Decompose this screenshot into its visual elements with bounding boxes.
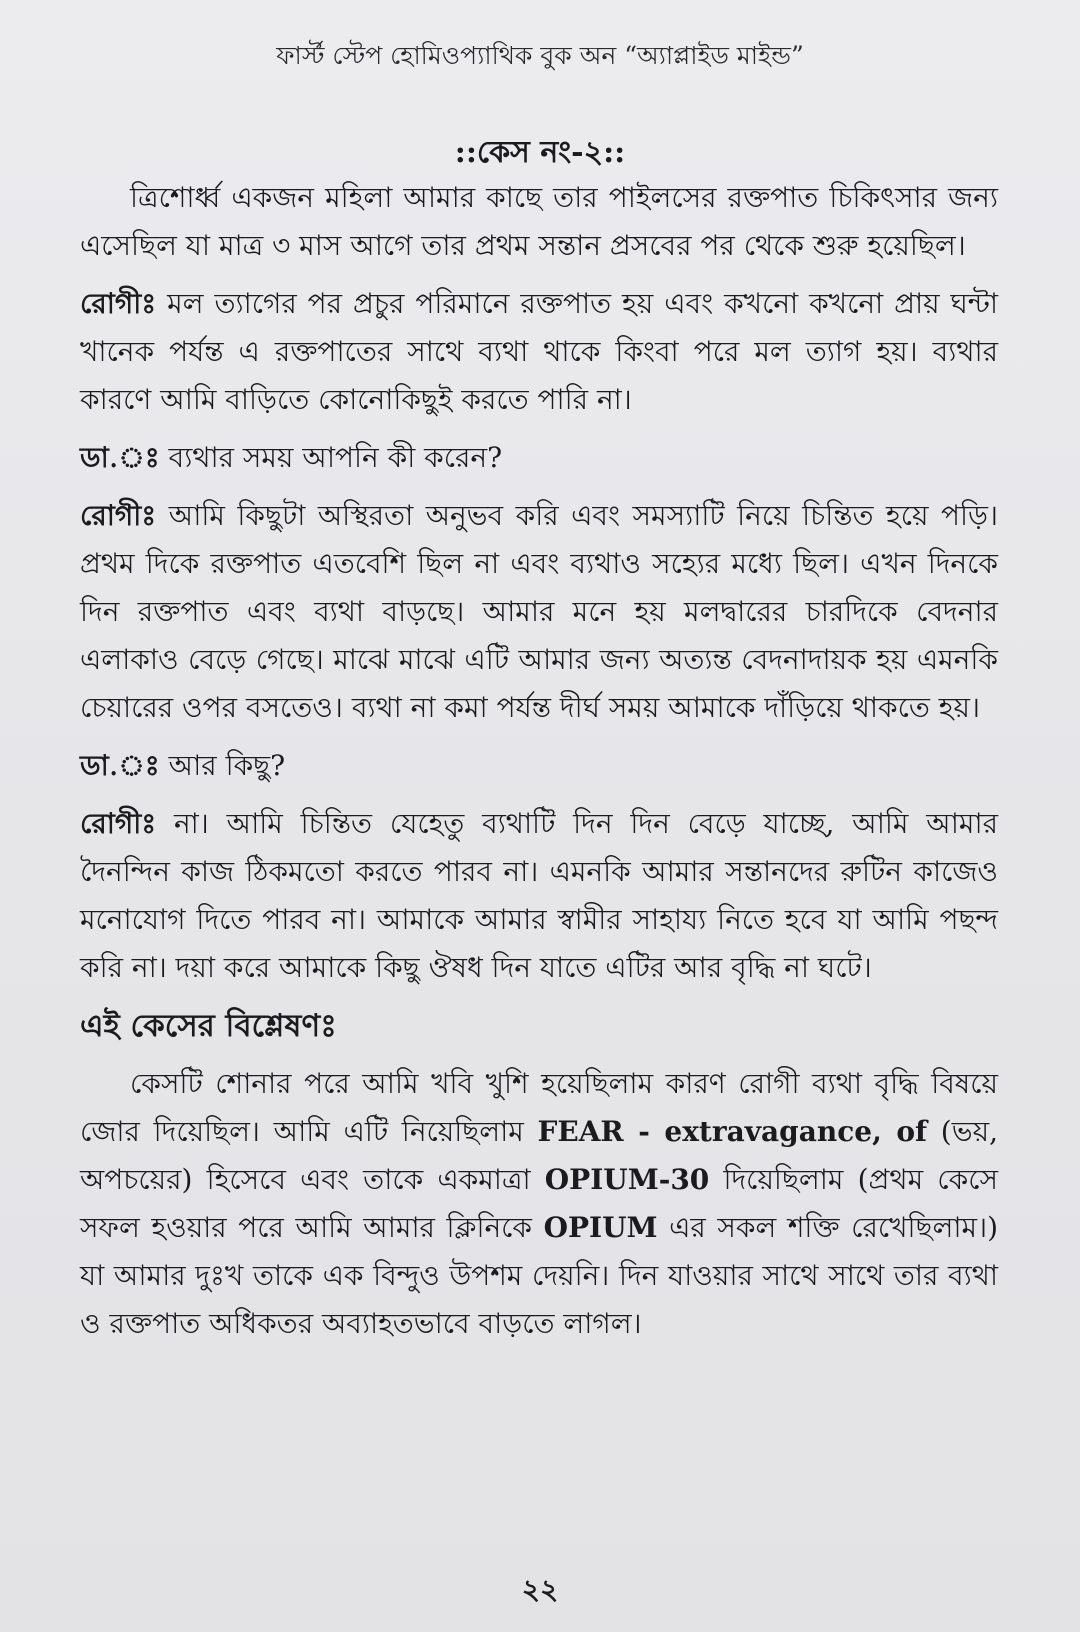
dialogue-text: না। আমি চিন্তিত যেহেতু ব্যথাটি দিন দিন বেড়ে যাচ্ছে, আমি আমার দৈনন্দিন কাজ ঠিকমতো করতে পারব না। এমনকি আমার সন্তানদের রুটিন কাজেও মনোযোগ দিতে পারব না। আমাকে আমার স্বামীর সাহায্য নিতে হবে যা আমি পছন্দ করি না। দয়া করে আমাকে কিছু ঔষধ দিন যাতে এটির আর বৃদ্ধি না ঘটে। — [80, 807, 998, 984]
speaker-label: ডা.ঃ — [80, 441, 160, 474]
dialogue-line — [80, 742, 998, 790]
dialogue-text: আমি কিছুটা অস্থিরতা অনুভব করি এবং সমস্যাটি নিয়ে চিন্তিত হয়ে পড়ি। প্রথম দিকে রক্তপাত এতবেশি ছিল না এবং ব্যথাও সহ্যের মধ্যে ছিল। এখন দিনকে দিন রক্তপাত এবং ব্যথা বাড়ছে। আমার মনে হয় মলদ্বারের চারদিকে বেদনার এলাকাও বেড়ে গেছে। মাঝে মাঝে এটি আমার জন্য অত্যন্ত বেদনাদায়ক হয় এমনকি চেয়ারের ওপর বসতেও। ব্যথা না কমা পর্যন্ত দীর্ঘ সময় আমাকে দাঁড়িয়ে থাকতে হয়। — [80, 499, 999, 724]
speaker-label: রোগীঃ — [80, 807, 157, 840]
page-number: ২২ — [521, 1573, 559, 1606]
remedy-text: OPIUM — [543, 1211, 658, 1244]
analysis-paragraph — [80, 1060, 998, 1348]
page-body — [80, 174, 998, 1358]
analysis-text: এর সকল শক্তি রেখেছিলাম।) যা আমার দুঃখ তাকে এক বিন্দুও উপশম দেয়নি। দিন যাওয়ার সাথে সাথে তার ব্যথা ও রক্তপাত অধিকতর অব্যাহতভাবে বাড়তে লাগল। — [80, 1211, 998, 1340]
remedy-text: OPIUM-30 — [544, 1163, 710, 1196]
analysis-heading: এই কেসের বিশ্লেষণঃ — [80, 1008, 337, 1044]
analysis-text: (ভয়, অপচয়ের) হিসেবে এবং তাকে একমাত্রা — [80, 1115, 998, 1196]
dialogue-line — [80, 434, 998, 482]
dialogue-text: আর কিছু? — [168, 749, 286, 782]
dialogue-text: ব্যথার সময় আপনি কী করেন? — [168, 441, 503, 474]
intro-paragraph: ত্রিশোর্ধ্ব একজন মহিলা আমার কাছে তার পাইলসের রক্তপাত চিকিৎসার জন্য এসেছিল যা মাত্র ৩ মাস আগে তার প্রথম সন্তান প্রসবের পর থেকে শুরু হয়েছিল। — [80, 181, 998, 262]
speaker-label: ডা.ঃ — [80, 749, 160, 782]
dialogue-line — [80, 492, 998, 732]
speaker-label: রোগীঃ — [80, 287, 157, 320]
dialogue-line — [80, 800, 998, 992]
dialogue-line — [80, 280, 998, 424]
dialogue-text: মল ত্যাগের পর প্রচুর পরিমানে রক্তপাত হয় এবং কখনো কখনো প্রায় ঘন্টা খানেক পর্যন্ত এ রক্তপাতের সাথে ব্যথা থাকে কিংবা পরে মল ত্যাগ হয়। ব্যথার কারণে আমি বাড়িতে কোনোকিছুই করতে পারি না। — [80, 287, 999, 416]
rubric-text: FEAR - extravagance, of — [537, 1115, 928, 1148]
running-header: ফার্স্ট স্টেপ হোমিওপ্যাথিক বুক অন “অ্যাপ্লাইড মাইন্ড” — [276, 41, 804, 70]
case-title: ::কেস নং-২:: — [454, 135, 626, 170]
analysis-text: কেসটি শোনার পরে আমি খবি খুশি হয়েছিলাম কারণ রোগী ব্যথা বৃদ্ধি বিষয়ে জোর দিয়েছিল। আমি এটি নিয়েছিলাম — [80, 1067, 998, 1148]
speaker-label: রোগীঃ — [80, 499, 157, 532]
analysis-text: দিয়েছিলাম (প্রথম কেসে সফল হওয়ার পরে আমি আমার ক্লিনিকে — [80, 1163, 998, 1244]
